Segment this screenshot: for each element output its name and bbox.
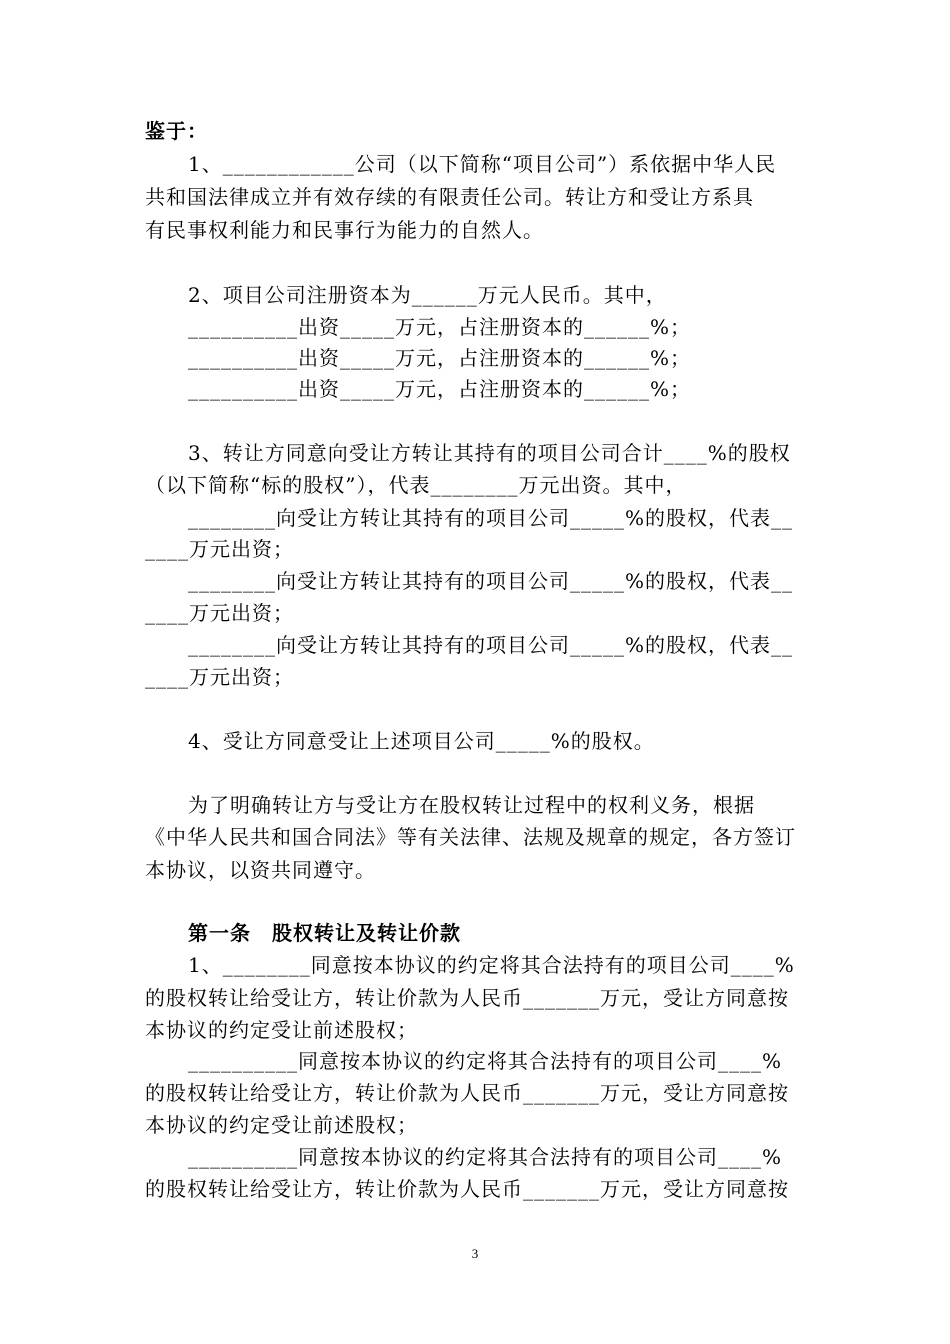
page-number: 3 [471, 1246, 479, 1261]
para1-line-1: 1、____________公司（以下简称“项目公司”）系依据中华人民 [188, 152, 777, 176]
article1-line-5: 的股权转让给受让方，转让价款为人民币_______万元，受让方同意按 [145, 1081, 789, 1105]
article1-line-8: 的股权转让给受让方，转让价款为人民币_______万元，受让方同意按 [145, 1177, 789, 1201]
para3-line-5: ________向受让方转让其持有的项目公司_____%的股权，代表__ [188, 569, 794, 593]
para3-line-4: ____万元出资； [145, 537, 294, 561]
article1-line-1: 1、________同意按本协议的约定将其合法持有的项目公司____% [188, 953, 795, 977]
para2-line-2: __________出资_____万元，占注册资本的______%； [188, 315, 692, 339]
para3-line-7: ________向受让方转让其持有的项目公司_____%的股权，代表__ [188, 633, 794, 657]
heading-whereas: 鉴于： [145, 119, 208, 143]
para5-line-1: 为了明确转让方与受让方在股权转让过程中的权利义务，根据 [188, 793, 755, 817]
para5-line-2: 《中华人民共和国合同法》等有关法律、法规及规章的规定，各方签订 [145, 825, 796, 849]
para4-line-1: 4、受让方同意受让上述项目公司_____%的股权。 [188, 729, 655, 753]
article1-line-7: __________同意按本协议的约定将其合法持有的项目公司____% [188, 1145, 783, 1169]
para3-line-8: ____万元出资； [145, 665, 294, 689]
para5-line-3: 本协议，以资共同遵守。 [145, 858, 376, 882]
para1-line-2: 共和国法律成立并有效存续的有限责任公司。转让方和受让方系具 [145, 185, 754, 209]
para2-line-3: __________出资_____万元，占注册资本的______%； [188, 346, 692, 370]
para2-line-1: 2、项目公司注册资本为______万元人民币。其中， [188, 283, 667, 307]
article1-line-4: __________同意按本协议的约定将其合法持有的项目公司____% [188, 1049, 783, 1073]
para3-line-3: ________向受让方转让其持有的项目公司_____%的股权，代表__ [188, 506, 794, 530]
article1-line-6: 本协议的约定受让前述股权； [145, 1113, 418, 1137]
para3-line-2: （以下简称“标的股权”），代表________万元出资。其中， [145, 473, 687, 497]
article1-title: 第一条 股权转让及转让价款 [188, 921, 461, 945]
para3-line-6: ____万元出资； [145, 601, 294, 625]
article1-line-2: 的股权转让给受让方，转让价款为人民币_______万元，受让方同意按 [145, 986, 789, 1010]
para1-line-3: 有民事权利能力和民事行为能力的自然人。 [145, 218, 544, 242]
article1-line-3: 本协议的约定受让前述股权； [145, 1018, 418, 1042]
para2-line-4: __________出资_____万元，占注册资本的______%； [188, 377, 692, 401]
para3-line-1: 3、转让方同意向受让方转让其持有的项目公司合计____%的股权 [188, 441, 791, 465]
